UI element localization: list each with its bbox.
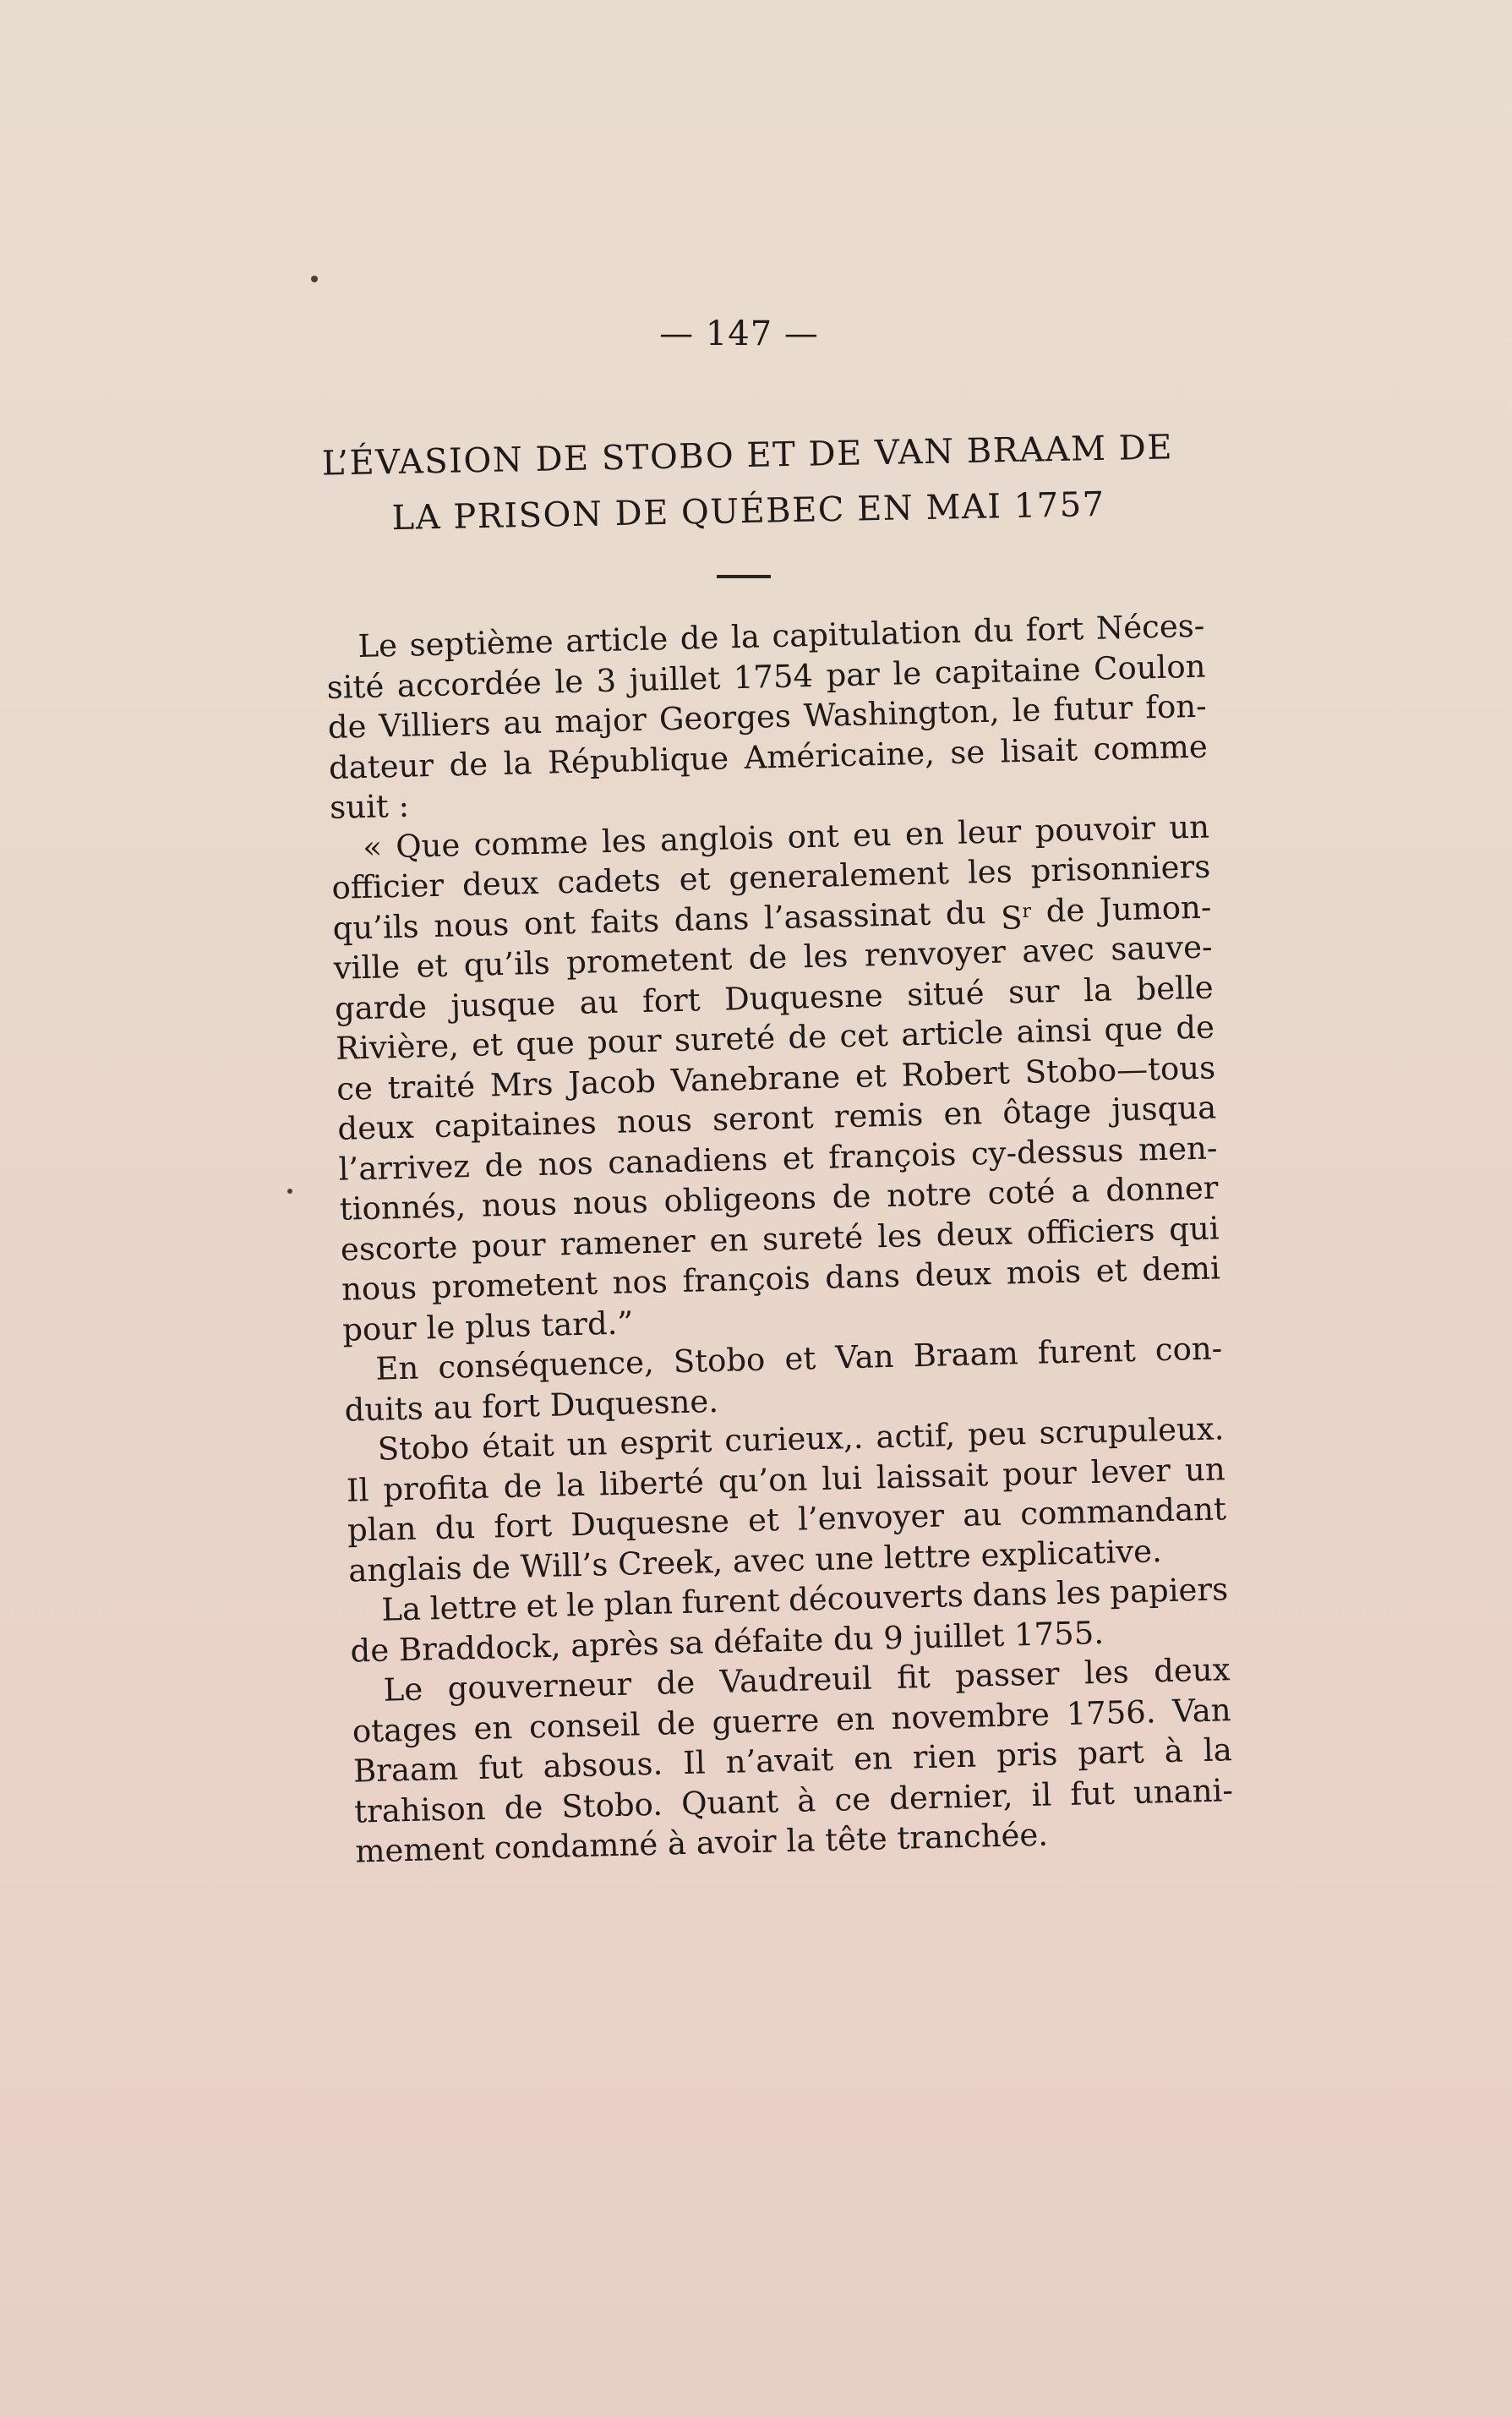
word: après [570,1625,660,1664]
word: un [1168,808,1210,846]
word: lisait [1000,730,1078,770]
word: Stobo. [560,1785,663,1825]
word: ville [333,948,401,987]
word: Van [834,1337,895,1376]
word: nous [341,1269,418,1308]
word: Creek, [617,1543,723,1583]
word: Duquesne [723,976,884,1018]
word: condamné [494,1825,658,1867]
word: et [782,1139,815,1177]
word: laissait [876,1456,989,1496]
word: et [747,1501,780,1539]
word: le [1012,692,1041,730]
chapter-title-line-1: L’ÉVASION DE STOBO ET DE VAN BRAAM DE [321,428,1174,484]
word: capitaine [934,650,1082,691]
word: sité [326,667,385,706]
word: comme [473,823,589,863]
word: la [555,1466,586,1504]
word: Stobo [673,1341,766,1381]
word: anglais [347,1549,463,1589]
word: en [853,1740,893,1778]
word: otages [352,1710,458,1750]
word: ont [787,817,840,856]
word: garde [334,987,428,1027]
word: fit [896,1658,931,1696]
word: tard.” [540,1304,634,1343]
word: Will’s [520,1545,609,1585]
page-number: — 147 — [659,314,819,353]
word: de [471,1548,511,1586]
word: conseil [528,1705,641,1745]
word: esprit [619,1423,712,1462]
word: de [787,1018,827,1056]
word: de [832,1178,871,1216]
word: dateur [328,746,434,786]
word: le [426,1309,456,1346]
word: capitulation [771,613,962,655]
word: deux [936,1214,1013,1254]
word: lui [821,1459,863,1497]
word: 1754 [733,657,814,696]
word: un [566,1425,608,1463]
title-separator-rule [717,575,771,578]
word: guerre [712,1701,820,1741]
word: coté [987,1173,1056,1212]
word: en [472,1709,513,1747]
word: Mrs [489,1065,554,1103]
word: liberté [598,1463,705,1502]
word: ce [336,1069,374,1107]
word: avoir [696,1823,778,1862]
word: au [962,1496,1002,1534]
word: fort [1025,610,1084,648]
word: ont [523,904,576,942]
word: les [876,1217,923,1255]
word: les [1056,1573,1102,1612]
word: rien [912,1737,977,1776]
word: lever [1090,1452,1171,1490]
word: renvoyer [864,933,1007,974]
word: Vaudreuil [719,1660,873,1700]
word: 9 [882,1619,904,1656]
word: donner [1105,1169,1219,1209]
word: les [601,822,647,860]
word: Braam [352,1750,459,1790]
word: au [502,703,543,741]
word: tête [824,1820,888,1858]
word: du [945,894,986,932]
word: le [554,663,584,700]
word: ramener [559,1222,696,1262]
word: Villiers [378,705,491,745]
word: anglois [659,818,774,858]
word: 3 [596,662,617,699]
word: la [730,618,761,656]
word: notre [886,1175,973,1214]
word: à [1164,1732,1184,1770]
word: suit [329,788,390,826]
word: Néces- [1095,607,1205,647]
word: de [350,1632,390,1670]
word: papiers [1109,1571,1229,1610]
word: prisonniers [1030,848,1211,889]
word: de [680,619,719,657]
word: futur [1052,689,1133,728]
word: unani- [1133,1771,1234,1811]
word: 1756. [1066,1692,1157,1732]
word: ce [833,1780,871,1818]
word: mois [1006,1253,1082,1292]
word: défaite [712,1621,824,1660]
word: les [1084,1654,1130,1692]
word: dernier, [888,1777,1013,1817]
ink-speck [287,1189,292,1194]
word: la [1203,1731,1233,1769]
word: et [679,860,711,898]
word: pouvoir [1034,809,1156,850]
word: qu’ils [332,907,420,947]
word: deux [1153,1651,1231,1690]
word: lettre [429,1588,518,1627]
word: nous [616,1102,693,1140]
word: et [854,1057,887,1095]
word: plan [603,1584,674,1623]
word: françois [827,1135,957,1176]
word: Jacob [567,1063,657,1102]
word: a [1070,1173,1090,1210]
word: Braddock, [398,1627,561,1668]
word: que [515,1024,576,1063]
word: situé [906,974,985,1013]
word: pour [587,1022,663,1061]
word: $S^r$ [1000,899,1032,937]
word: et [783,1340,816,1377]
word: demi [1141,1250,1221,1288]
word: du [973,612,1014,650]
word: du [832,1620,874,1658]
word: qu’ils [463,944,551,984]
word: faits [590,901,660,940]
word: passer [954,1655,1060,1695]
word: furent [681,1582,780,1621]
word: et [416,947,448,985]
word: Braam [913,1335,1019,1375]
word: de [483,1146,524,1184]
word: septième [409,623,554,664]
word: Vanebrane [670,1058,841,1099]
word: Georges [658,697,792,738]
word: duits [344,1389,424,1429]
word: ainsi [1016,1012,1092,1051]
word: sur [1007,972,1061,1010]
word: conséquence, [437,1343,655,1386]
word: n’avait [725,1741,834,1780]
word: dans [972,1575,1048,1614]
word: trahison [353,1790,487,1830]
word: plan [347,1510,418,1549]
word: de [1045,891,1085,929]
word: fort [493,1507,553,1545]
word: fort [481,1386,541,1425]
word: juillet [913,1616,1005,1655]
word: dans [674,900,750,938]
word: leur [957,812,1022,851]
word: pour [1002,1454,1078,1493]
word: eu [852,816,892,854]
word: se [949,733,985,771]
word: deux [336,1108,415,1147]
word: juillet [629,659,721,698]
word: pris [996,1736,1058,1774]
word: Stobo [377,1429,470,1468]
word: en [942,1095,983,1133]
word: sa [668,1623,704,1661]
word: et [1095,1252,1127,1289]
word: fon- [1144,687,1208,726]
word: actif, [875,1417,956,1456]
word: furent [1037,1332,1137,1371]
word: par [825,655,881,694]
word: prometent [565,940,733,982]
word: une [814,1539,875,1578]
word: tranchée. [896,1816,1049,1856]
word: de [656,1664,696,1702]
word: accordée [396,664,543,704]
word: comme [1093,728,1209,768]
word: de [504,1788,543,1826]
word: Il [682,1744,707,1782]
word: plus [464,1306,532,1345]
word: Robert [900,1053,1011,1094]
word: et [471,1026,504,1064]
word: scrupuleux. [1038,1410,1225,1452]
word: un [1184,1450,1226,1488]
word: peu [967,1415,1028,1453]
word: découverts [788,1577,964,1618]
word: En [374,1349,419,1387]
word: de [1175,1009,1215,1047]
word: sureté [761,1218,864,1258]
word: le [892,654,922,692]
word: cet [838,1016,889,1055]
word: Quant [680,1782,779,1822]
word: de [449,745,489,783]
word: officiers [1026,1211,1155,1251]
word: le [565,1586,596,1624]
word: l’asassinat [763,895,931,936]
word: Rivière, [335,1027,460,1067]
word: con- [1154,1330,1223,1369]
word: qu’on [718,1460,808,1500]
word: commandant [1019,1490,1227,1533]
ink-speck [311,276,318,282]
word: Stobo—tous [1024,1048,1216,1091]
word: dans [824,1257,901,1296]
word: Washington, [803,692,1001,735]
word: Le [358,626,398,665]
word: article [565,621,669,660]
word: ôtage [1002,1092,1092,1131]
word: les [803,938,849,976]
word: major [554,701,647,741]
word: avec [1021,931,1095,970]
word: en [904,814,945,852]
word: mement [354,1829,485,1870]
word: au [433,1388,473,1426]
word: tionnés, [339,1188,467,1228]
word: prometent [431,1265,598,1306]
word: Américaine, [744,734,936,776]
word: de [748,938,788,976]
word: : [398,787,410,824]
word: nous [572,1183,649,1222]
word: lettre [883,1537,972,1576]
word: nos [538,1144,594,1183]
word: Duquesne. [549,1382,719,1424]
chapter-body [325,606,1235,1872]
word: la [785,1822,816,1860]
word: obligeons [663,1179,817,1220]
word: curieux,. [723,1419,865,1459]
word: en [835,1700,876,1738]
word: « [362,828,383,866]
word: explicative. [980,1532,1163,1573]
word: sureté [674,1020,776,1059]
word: République [547,739,729,781]
word: canadiens [607,1140,768,1181]
word: sauve- [1110,928,1213,968]
word: Le [383,1671,423,1709]
word: escorte [340,1228,458,1268]
word: françois [682,1260,811,1299]
word: La [380,1590,422,1628]
word: avec [732,1540,806,1580]
word: men- [1138,1129,1218,1168]
word: traité [387,1067,476,1106]
word: fort [641,981,701,1020]
word: capitaines [434,1104,598,1146]
word: les [967,853,1013,891]
word: article [900,1014,1004,1053]
word: l’arrivez [338,1147,471,1188]
word: l’envoyer [797,1497,945,1538]
word: à [667,1825,687,1862]
word: nous [481,1185,558,1224]
word: generalement [728,855,950,897]
word: pour [471,1226,547,1265]
word: gouverneur [447,1665,632,1707]
word: en [708,1221,749,1259]
word: fut [478,1748,524,1786]
word: pour [341,1310,418,1348]
word: deux [461,864,539,904]
word: Van [1171,1691,1232,1730]
word: novembre [891,1695,1051,1736]
word: à [796,1781,816,1819]
word: il [1031,1775,1052,1813]
word: Duquesne [570,1502,730,1544]
chapter-title [303,419,1193,548]
chapter-title-line-2: LA PRISON DE QUÉBEC EN MAI 1757 [391,484,1106,539]
word: cadets [556,861,662,901]
word: la [503,744,533,782]
word: profita [382,1468,490,1508]
word: deux [914,1255,992,1294]
superscript: r [1022,900,1032,922]
word: au [579,983,620,1021]
word: Jumon- [1099,888,1212,928]
word: nous [433,905,510,944]
word: 1755. [1013,1614,1105,1653]
word: et [526,1587,558,1625]
word: de [656,1704,696,1742]
word: la [1083,971,1113,1009]
word: Coulon [1093,648,1206,687]
word: remis [833,1096,924,1135]
word: absous. [543,1745,663,1785]
word: jusque [450,984,556,1024]
word: que [1103,1009,1164,1048]
word: belle [1135,968,1215,1008]
word: nos [612,1263,669,1301]
word: cy-dessus [970,1131,1124,1173]
word: de [503,1467,543,1505]
word: Il [346,1471,369,1509]
word: fut [1069,1774,1116,1813]
word: jusqua [1111,1089,1217,1129]
word: seront [712,1099,815,1138]
word: qui [1168,1209,1220,1248]
word: était [481,1426,555,1465]
word: du [434,1508,476,1547]
word: part [1077,1733,1145,1772]
word: officier [331,867,445,906]
word: de [327,708,368,746]
word: Que [395,826,461,865]
